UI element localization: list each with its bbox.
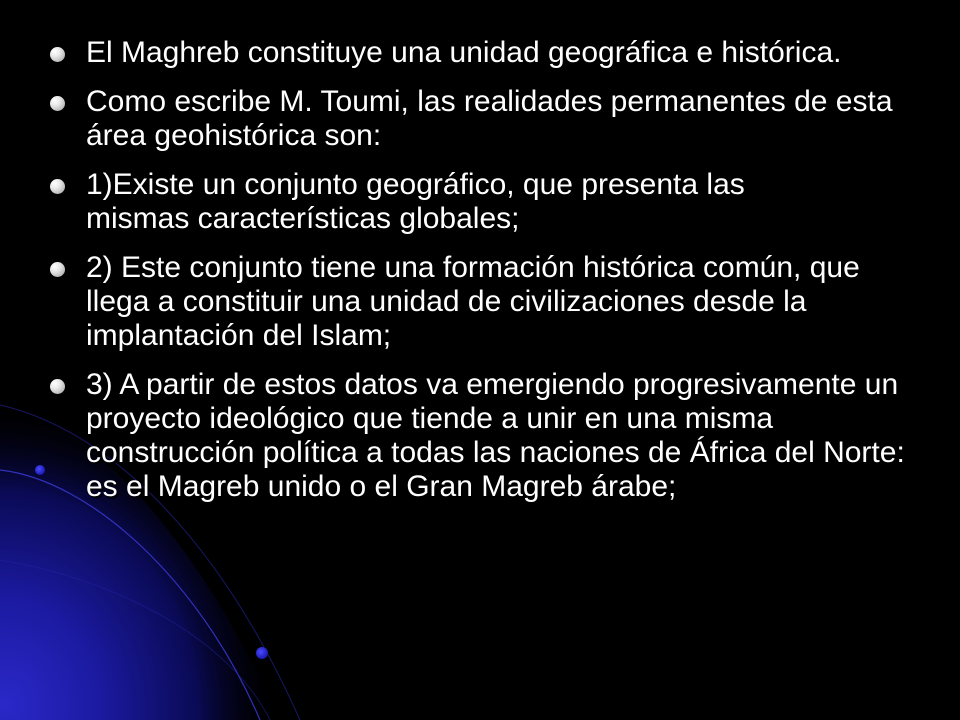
bullet-icon — [50, 179, 65, 194]
bullet-item-4 — [50, 251, 908, 353]
bullet-text: 3) A partir de estos datos va emergiendo progresivamente un proyecto ideológico que tiende a unir en una misma construcción política a todas las naciones de África del Norte: es el Magreb unido o el Gran Magreb árabe; — [86, 368, 905, 503]
bullet-icon — [50, 379, 65, 394]
accent-dot-2 — [256, 647, 268, 659]
bullet-item-2 — [50, 85, 908, 153]
bullet-item-5 — [50, 368, 908, 504]
bullet-text: El Maghreb constituye una unidad geográfica e histórica. — [86, 36, 842, 69]
bullet-text: 2) Este conjunto tiene una formación histórica común, que llega a constituir una unidad de civilizaciones desde la implantación del Islam; — [86, 251, 860, 352]
bullet-text: 1)Existe un conjunto geográfico, que presenta las mismas características globales; — [86, 168, 745, 235]
accent-dot-1 — [35, 465, 45, 475]
bullet-item-1 — [50, 36, 930, 70]
bullet-list — [50, 36, 930, 519]
bullet-text: Como escribe M. Toumi, las realidades permanentes de esta área geohistórica son: — [86, 85, 893, 152]
bullet-icon — [50, 262, 65, 277]
bullet-item-3 — [50, 168, 786, 236]
bullet-icon — [50, 96, 65, 111]
bullet-icon — [50, 47, 65, 62]
